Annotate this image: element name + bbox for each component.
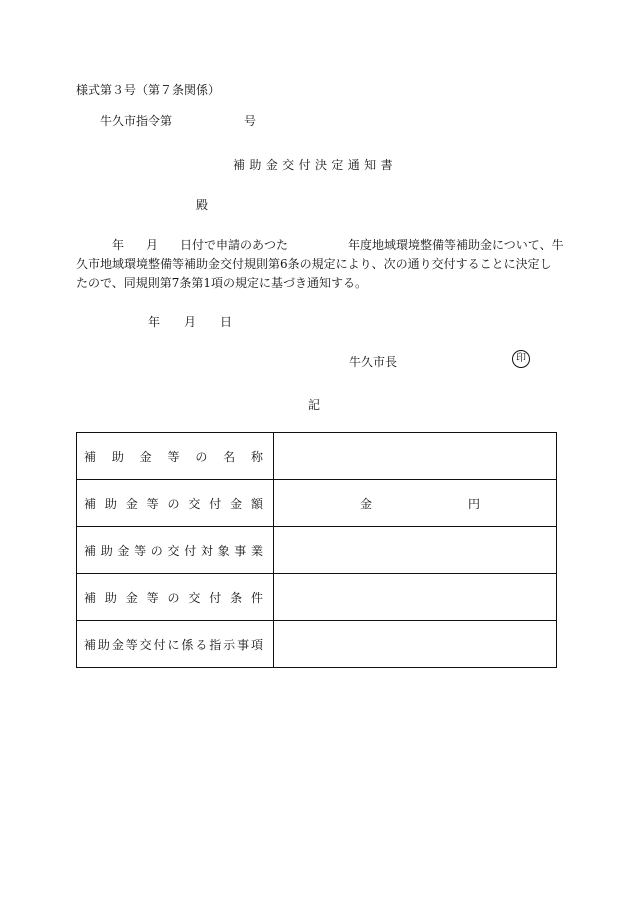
document-title: 補助金交付決定通知書 [232,158,397,172]
mayor-signature: 牛久市長 [349,355,398,369]
body-line-3: たので、同規則第7条第1項の規定に基づき通知する。 [76,276,368,290]
notice-date [148,313,232,330]
body-year: 年 [112,238,125,252]
row-value [274,480,557,527]
directive-number [100,112,256,129]
row-label [77,527,274,574]
table-row [77,433,557,480]
body-subsidy-text: 年度地域環境整備等補助金について、牛 [348,238,564,252]
table-row [77,574,557,621]
row-label-text: 補助金等の交付金額 [84,496,263,511]
row-label-text: 補助金等交付に係る指示事項 [84,637,263,652]
table-row [77,480,557,527]
date-day: 日 [220,315,233,329]
row-label-text: 補助金等の名称 [84,449,263,464]
row-label [77,621,274,668]
date-year: 年 [148,315,161,329]
addressee: 殿 [196,198,209,212]
row-label-text: 補助金等の交付対象事業 [84,543,263,558]
row-value [274,433,557,480]
amount-field [274,495,480,512]
body-month: 月 [146,238,159,252]
amount-en: 円 [468,496,481,511]
body-line-2: 久市地域環境整備等補助金交付規則第6条の規定により、次の通り交付することに決定し [76,257,552,271]
table-row [77,527,557,574]
row-label [77,480,274,527]
row-value [274,574,557,621]
form-number: 様式第３号（第７条関係） [76,83,221,97]
row-label [77,574,274,621]
details-table [76,432,557,668]
row-label-text: 補助金等の交付条件 [84,590,263,605]
row-value [274,527,557,574]
table-row [77,621,557,668]
row-label [77,433,274,480]
date-month: 月 [184,315,197,329]
directive-prefix: 牛久市指令第 [100,114,173,128]
directive-suffix: 号 [244,114,257,128]
seal-icon: 印 [512,350,530,368]
row-value [274,621,557,668]
ki-heading: 記 [308,398,321,412]
amount-kin: 金 [360,496,373,511]
body-line-1 [76,236,564,255]
body-date-text: 日付で申請のあつた [180,238,289,252]
body-text [76,236,564,293]
